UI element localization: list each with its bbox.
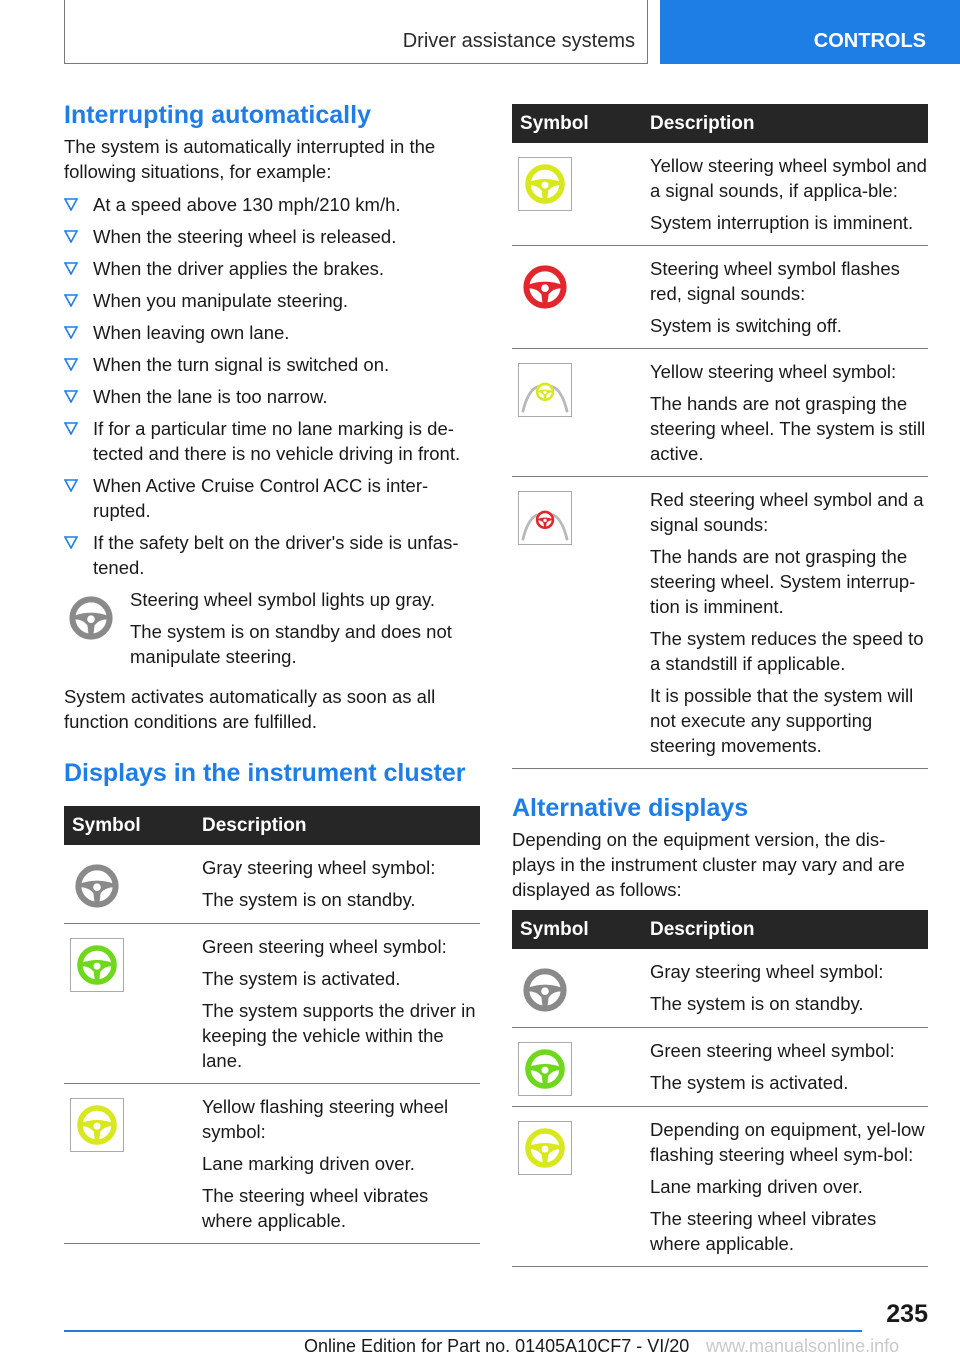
activation-text: System activates automatically as soon as all function conditions are fulfilled. [64, 686, 436, 732]
steering-wheel-yellow-icon [70, 1098, 124, 1152]
col-description: Description [646, 104, 928, 143]
col-description: Description [198, 806, 480, 845]
intro-text: The system is automatically interrupted in the following situations, for example: [64, 136, 436, 182]
alternative-intro: Depending on the equipment version, the dis-plays in the instrument cluster may vary and are displayed as follows: [512, 829, 905, 900]
bullet-item [64, 473, 480, 523]
bullet-triangle-icon [64, 230, 78, 243]
footer-divider [64, 1330, 862, 1332]
description-line: Gray steering wheel symbol: [650, 961, 884, 982]
symbol-table-right-1 [512, 104, 928, 769]
description-line: Lane marking driven over. [202, 1153, 415, 1174]
table-row [512, 1028, 928, 1107]
bullet-text: When leaving own lane. [93, 322, 290, 343]
bullet-text: When the steering wheel is released. [93, 226, 397, 247]
description-line: The system is activated. [650, 1072, 849, 1093]
left-column [64, 100, 480, 1244]
description-line: Yellow flashing steering wheel symbol: [202, 1096, 449, 1142]
description-line: The system is activated. [202, 968, 401, 989]
table-row [512, 1107, 928, 1267]
table-row [512, 477, 928, 769]
page-number: 235 [886, 1300, 928, 1328]
description-line: The steering wheel vibrates where applicable. [650, 1208, 877, 1254]
bullet-text: If for a particular time no lane marking is de-tected and there is no vehicle driving in front. [93, 418, 461, 464]
bullet-triangle-icon [64, 294, 78, 307]
table-row [64, 845, 480, 924]
footer-site: www.manualsonline.info [706, 1336, 900, 1356]
hands-off-red-icon [518, 491, 572, 545]
description-line: Yellow steering wheel symbol: [650, 361, 897, 382]
steering-wheel-gray-icon [518, 963, 572, 1017]
description-line: The hands are not grasping the steering wheel. The system is still active. [650, 393, 926, 464]
description-line: Depending on equipment, yel-low flashing steering wheel sym-bol: [650, 1119, 925, 1165]
steering-wheel-red-icon [518, 260, 572, 314]
bullet-text: If the safety belt on the driver's side is unfas-tened. [93, 532, 459, 578]
bullet-triangle-icon [64, 262, 78, 275]
description-line: System is switching off. [650, 315, 842, 336]
col-symbol: Symbol [64, 806, 198, 845]
bullet-item [64, 256, 480, 281]
gray-note [64, 587, 480, 676]
bullet-item [64, 352, 480, 377]
table-row [512, 143, 928, 246]
bullet-triangle-icon [64, 422, 78, 435]
gray-note-line1: Steering wheel symbol lights up gray. [130, 589, 436, 610]
bullet-triangle-icon [64, 326, 78, 339]
footer-edition: Online Edition for Part no. 01405A10CF7 - VI/20 [304, 1336, 690, 1356]
description-line: The system reduces the speed to a standstill if applicable. [650, 628, 924, 674]
bullet-item [64, 320, 480, 345]
symbol-table-right-2 [512, 910, 928, 1267]
bullet-item [64, 530, 480, 580]
steering-wheel-gray-icon [64, 591, 118, 645]
description-line: The system is on standby. [650, 993, 864, 1014]
heading-displays: Displays in the instrument cluster [64, 759, 466, 787]
description-line: The steering wheel vibrates where applicable. [202, 1185, 429, 1231]
symbol-table-left [64, 806, 480, 1244]
description-line: It is possible that the system will not execute any supporting steering movements. [650, 685, 914, 756]
table-row [512, 949, 928, 1028]
description-line: Red steering wheel symbol and a signal sounds: [650, 489, 924, 535]
bullet-text: When you manipulate steering. [93, 290, 349, 311]
bullet-triangle-icon [64, 198, 78, 211]
col-symbol: Symbol [512, 104, 646, 143]
description-line: Steering wheel symbol flashes red, signal sounds: [650, 258, 900, 304]
bullet-list [64, 192, 480, 580]
hands-off-yellow-icon [518, 363, 572, 417]
description-line: System interruption is imminent. [650, 212, 914, 233]
description-line: The system supports the driver in keeping the vehicle within the lane. [202, 1000, 476, 1071]
bullet-item [64, 192, 480, 217]
description-line: Green steering wheel symbol: [650, 1040, 895, 1061]
header-frame [64, 0, 648, 64]
bullet-triangle-icon [64, 358, 78, 371]
gray-note-line2: The system is on standby and does not manipulate steering. [130, 621, 452, 667]
steering-wheel-green-icon [70, 938, 124, 992]
bullet-item [64, 384, 480, 409]
bullet-item [64, 224, 480, 249]
heading-interrupting: Interrupting automatically [64, 101, 371, 129]
col-description: Description [646, 910, 928, 949]
table-row [64, 924, 480, 1084]
bullet-text: When the lane is too narrow. [93, 386, 328, 407]
description-line: Lane marking driven over. [650, 1176, 863, 1197]
description-line: Gray steering wheel symbol: [202, 857, 436, 878]
bullet-item [64, 416, 480, 466]
steering-wheel-yellow-icon [518, 157, 572, 211]
bullet-triangle-icon [64, 536, 78, 549]
steering-wheel-yellow-icon [518, 1121, 572, 1175]
bullet-text: When the turn signal is switched on. [93, 354, 390, 375]
chapter-tab: CONTROLS [660, 0, 960, 64]
bullet-triangle-icon [64, 390, 78, 403]
steering-wheel-green-icon [518, 1042, 572, 1096]
bullet-text: At a speed above 130 mph/210 km/h. [93, 194, 401, 215]
bullet-text: When Active Cruise Control ACC is inter-rupted. [93, 475, 429, 521]
right-column [512, 104, 928, 1267]
description-line: The hands are not grasping the steering wheel. System interrup-tion is imminent. [650, 546, 916, 617]
table-row [64, 1084, 480, 1244]
col-symbol: Symbol [512, 910, 646, 949]
bullet-triangle-icon [64, 479, 78, 492]
table-row [512, 246, 928, 349]
description-line: Green steering wheel symbol: [202, 936, 447, 957]
steering-wheel-gray-icon [70, 859, 124, 913]
bullet-text: When the driver applies the brakes. [93, 258, 385, 279]
description-line: Yellow steering wheel symbol and a signal sounds, if applica-ble: [650, 155, 927, 201]
bullet-item [64, 288, 480, 313]
section-title: Driver assistance systems [402, 30, 635, 52]
heading-alternative: Alternative displays [512, 794, 749, 822]
description-line: The system is on standby. [202, 889, 416, 910]
table-row [512, 349, 928, 477]
